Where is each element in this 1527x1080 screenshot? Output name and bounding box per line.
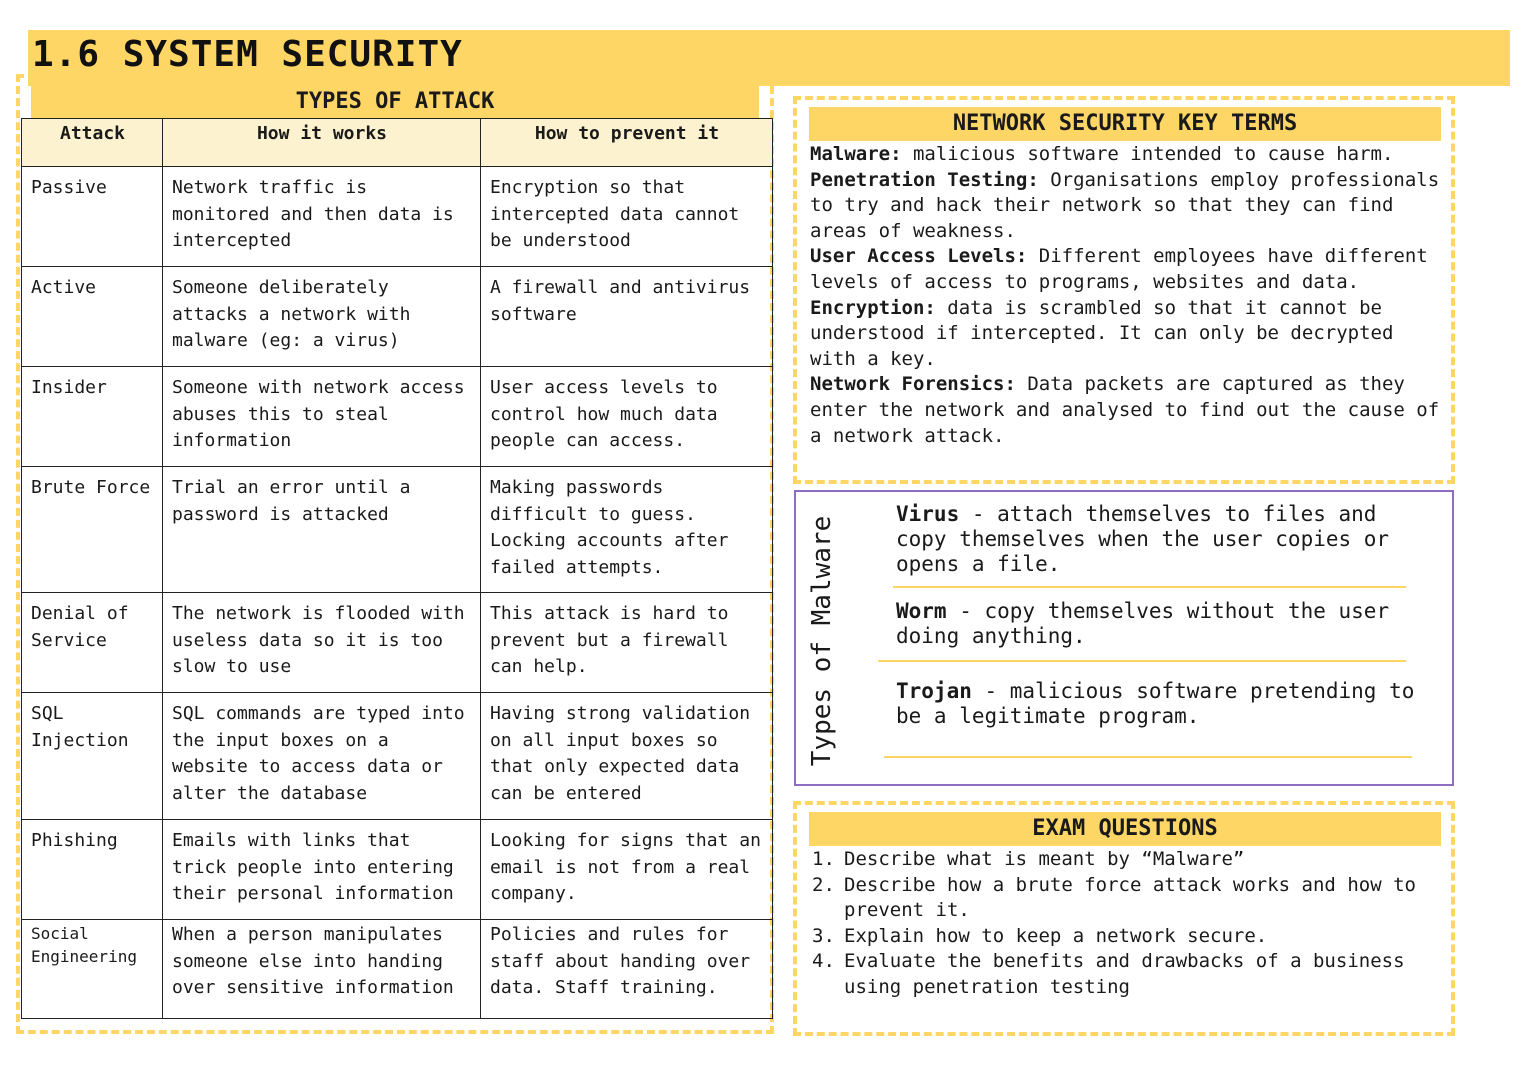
question-text: Evaluate the benefits and drawbacks of a business using penetration testing [844,950,1405,998]
key-term-item [810,297,1393,370]
attack-table-heading: TYPES OF ATTACK [31,84,759,120]
malware-item-worm [896,599,1416,649]
key-term-definition: Different employees have different levels of access to programs, websites and data. [810,245,1428,293]
key-term-item [810,143,1393,165]
attack-how: SQL commands are typed into the input boxes on a website to access data or alter the database [163,693,481,820]
key-term-item [810,169,1439,242]
key-term-name: Network Forensics: [810,373,1016,396]
malware-description: - malicious software pretending to be a legitimate program. [896,679,1415,728]
attack-prevent: This attack is hard to prevent but a firewall can help. [481,593,773,693]
key-term-name: User Access Levels: [810,245,1028,268]
column-header-how: How it works [163,119,481,167]
attack-how: Trial an error until a password is attacked [163,467,481,593]
question-number: 1. [812,848,835,870]
key-terms-list [810,142,1446,449]
question-text: Describe what is meant by “Malware” [844,848,1245,870]
question-number: 4. [812,950,835,972]
question-number: 2. [812,873,835,896]
attack-prevent: Looking for signs that an email is not from a real company. [481,820,773,920]
column-header-prevent: How to prevent it [481,119,773,167]
malware-item-virus [896,502,1416,577]
table-row [22,167,773,267]
key-term-definition: data is scrambled so that it cannot be understood if intercepted. It can only be decrypted with a key. [810,296,1394,370]
attack-prevent: User access levels to control how much data people can access. [481,367,773,467]
key-term-name: Penetration Testing: [810,168,1039,191]
exam-question-list [812,847,1452,1000]
attack-name: Social Engineering [22,920,163,1019]
attack-name: SQL Injection [22,693,163,820]
attack-how: Network traffic is monitored and then data is intercepted [163,167,481,267]
attack-prevent: Having strong validation on all input boxes so that only expected data can be entered [481,693,773,820]
malware-name: Worm [896,599,947,623]
malware-item-trojan [896,679,1416,729]
question-text: Explain how to keep a network secure. [844,924,1268,947]
key-term-definition: malicious software intended to cause harm. [901,143,1394,165]
attack-name: Denial of Service [22,593,163,693]
malware-divider [878,660,1406,662]
attack-how: Emails with links that trick people into entering their personal information [163,820,481,920]
exam-question [812,949,1452,1000]
key-term-name: Malware: [810,143,902,165]
exam-question [812,847,1452,873]
key-term-item [810,373,1439,446]
key-term-item [810,245,1428,293]
attack-how: Someone deliberately attacks a network with malware (eg: a virus) [163,267,481,367]
attack-table [21,118,773,1019]
attack-name: Phishing [22,820,163,920]
malware-description: - attach themselves to files and copy themselves when the user copies or opens a file. [896,502,1390,576]
table-row [22,820,773,920]
table-row [22,920,773,1019]
exam-question [812,924,1452,950]
malware-divider [884,756,1412,758]
attack-prevent: A firewall and antivirus software [481,267,773,367]
malware-side-label-text: Types of Malware [807,515,837,767]
attack-prevent: Policies and rules for staff about handing over data. Staff training. [481,920,773,1019]
attack-name: Active [22,267,163,367]
attack-table-header-row [22,119,773,167]
exam-heading: EXAM QUESTIONS [809,812,1441,846]
question-text: Describe how a brute force attack works and how to prevent it. [844,873,1416,921]
exam-question [812,873,1452,924]
malware-name: Virus [896,502,960,526]
attack-name: Passive [22,167,163,267]
attack-how: Someone with network access abuses this to steal information [163,367,481,467]
table-row [22,267,773,367]
attack-prevent: Making passwords difficult to guess. Locking accounts after failed attempts. [481,467,773,593]
malware-name: Trojan [896,679,972,703]
attack-prevent: Encryption so that intercepted data cannot be understood [481,167,773,267]
malware-side-label [800,505,844,777]
question-number: 3. [812,924,835,947]
attack-name: Brute Force [22,467,163,593]
table-row [22,367,773,467]
table-row [22,593,773,693]
attack-how: When a person manipulates someone else into handing over sensitive information [163,920,481,1019]
key-term-definition: Organisations employ professionals to try and hack their network so that they can find areas of weakness. [810,168,1440,242]
attack-how: The network is flooded with useless data so it is too slow to use [163,593,481,693]
malware-divider [893,586,1406,588]
column-header-attack: Attack [22,119,163,167]
table-row [22,693,773,820]
attack-name: Insider [22,367,163,467]
malware-description: - copy themselves without the user doing anything. [896,599,1390,648]
key-terms-heading: NETWORK SECURITY KEY TERMS [809,107,1441,141]
page-title: 1.6 SYSTEM SECURITY [32,34,463,75]
table-row [22,467,773,593]
key-term-definition: Data packets are captured as they enter the network and analysed to find out the cause of a network attack. [810,373,1440,447]
key-term-name: Encryption: [810,296,936,319]
